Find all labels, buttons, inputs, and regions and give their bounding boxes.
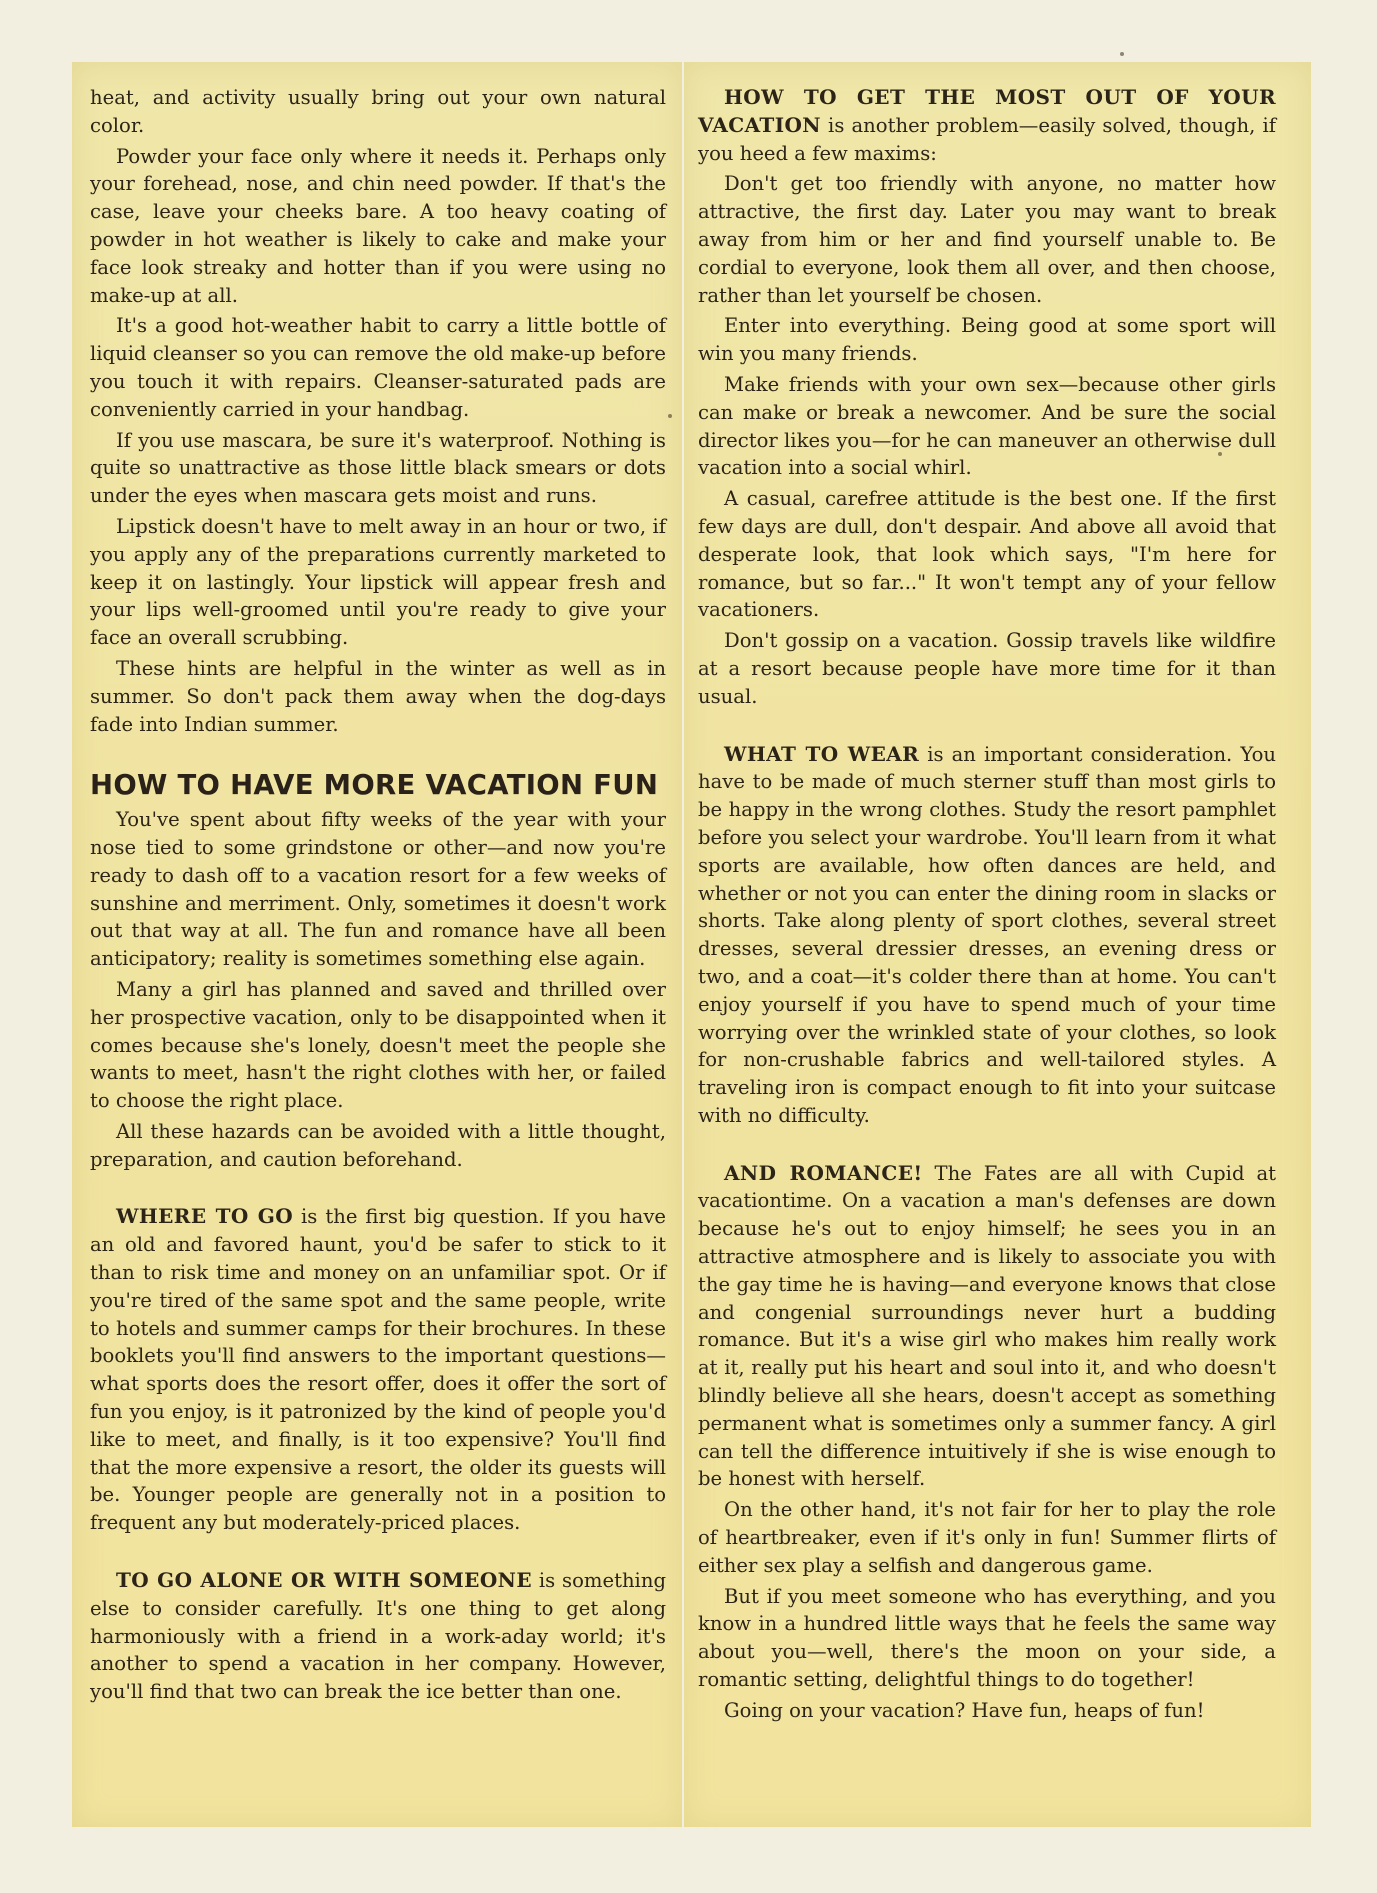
paragraph: All these hazards can be avoided with a little thought, preparation, and caution beforehand. — [90, 1119, 666, 1171]
alone-lead: TO GO ALONE OR WITH SOMEONE — [116, 1568, 532, 1593]
paragraph: It's a good hot-weather habit to carry a little bottle of liquid cleanser so you can remove the old make-up before you touch it with repairs. Cleanser-saturated pads are conveniently carried in your handbag. — [90, 314, 666, 421]
what-to-wear-lead: WHAT TO WEAR — [724, 741, 920, 766]
paragraph: Going on your vacation? Have fun, heaps of fun! — [724, 1698, 1205, 1722]
paragraph: Lipstick doesn't have to melt away in an hour or two, if you apply any of the preparations currently marketed to keep it on lastingly. Your lipstick will appear fresh and your lips well-groomed until you're ready to give your face an overall scrubbing. — [90, 514, 666, 650]
paragraph-most-out-of-vacation — [698, 84, 1276, 167]
where-to-go-text: is the first big question. If you have an old and favored haunt, you'd be safer to stick to it than to risk time and money on an unfamiliar spot. Or if you're tired of the same spot and the same people, write to hotels and summer camps for their brochures. In these booklets you'll find answers to the important questions—what sports does the resort offer, does it offer the sort of fun you enjoy, is it patronized by the kind of people you'd like to meet, and finally, is it too expensive? You'll find that the more expensive a resort, the older its guests will be. Younger people are generally not in a position to frequent any but moderately-priced places. — [90, 1205, 666, 1535]
paragraph: But if you meet someone who has everything, and you know in a hundred little ways that he feels the same way about you—well, there's the moon on your side, a romantic setting, delightful things to do together! — [698, 1584, 1276, 1692]
paragraph: heat, and activity usually bring out your own natural color. — [90, 86, 666, 137]
paragraph: Powder your face only where it needs it. Perhaps only your forehead, nose, and chin need powder. If that's the case, leave your cheeks bare. A too heavy coating of powder in hot weather is likely to cake and make your face look streaky and hotter than if you were using no make-up at all. — [90, 144, 666, 307]
paragraph: You've spent about fifty weeks of the year with your nose tied to some grindstone or other—and now you're ready to dash off to a vacation resort for a few weeks of sunshine and merriment. Only, sometimes it doesn't work out that way at all. The fun and romance have all been anticipatory; reality is sometimes something else again. — [90, 808, 666, 971]
print-speck — [1120, 52, 1124, 56]
paragraph: A casual, carefree attitude is the best one. If the first few days are dull, don't despair. And above all avoid that desperate look, that look which says, "I'm here for romance, but so far..." It won't tempt any of your fellow vacationers. — [698, 487, 1276, 622]
where-to-go-lead: WHERE TO GO — [116, 1204, 294, 1229]
paragraph: If you use mascara, be sure it's waterproof. Nothing is quite so unattractive as those little black smears or dots under the eyes when mascara gets moist and runs. — [90, 428, 666, 508]
paragraph: These hints are helpful in the winter as well as in summer. So don't pack them away when the dog-days fade into Indian summer. — [90, 656, 666, 736]
paragraph: Don't get too friendly with anyone, no matter how attractive, the first day. Later you may want to break away from him or her and find yourself unable to. Be cordial to everyone, look them all over, and then choose, rather than let yourself be chosen. — [698, 172, 1276, 307]
most-out-text: is another problem—easily solved, though, if you heed a few maxims: — [698, 113, 1276, 165]
left-column — [90, 84, 666, 1709]
paragraph-where-to-go — [90, 1203, 666, 1537]
and-romance-lead: AND ROMANCE! — [724, 1160, 923, 1185]
alone-text: is something else to consider carefully. It's one thing to get along harmoniously with a friend in a work-aday world; it's another to spend a vacation in her company. However, you'll find that two can break the ice better than one. — [90, 1569, 666, 1704]
paragraph: Make friends with your own sex—because other girls can make or break a newcomer. And be sure the social director likes you—for he can maneuver an otherwise dull vacation into a social whirl. — [698, 372, 1276, 480]
right-column — [698, 84, 1276, 1728]
and-romance-text: The Fates are all with Cupid at vacationtime. On a vacation a man's defenses are down because he's out to enjoy himself; he sees you in an attractive atmosphere and is likely to associate you with the gay time he is having—and everyone knows that close and congenial surroundings never hurt a budding romance. But it's a wise girl who makes him really work at it, really put his heart and soul into it, and who doesn't blindly believe all she hears, doesn't accept as something permanent what is sometimes only a summer fancy. A girl can tell the difference intuitively if she is wise enough to be honest with herself. — [698, 1161, 1277, 1491]
paragraph-what-to-wear — [698, 741, 1276, 1130]
paragraph: Many a girl has planned and saved and thrilled over her prospective vacation, only to be disappointed when it comes because she's lonely, doesn't meet the people she wants to meet, hasn't the right clothes with her, or failed to choose the right place. — [90, 977, 666, 1113]
paragraph-alone-or-with-someone — [90, 1567, 666, 1706]
section-heading: HOW TO HAVE MORE VACATION FUN — [90, 769, 659, 802]
print-speck — [1218, 452, 1222, 456]
most-out-lead: HOW TO GET THE MOST OUT OF YOUR VACATION — [698, 85, 1276, 137]
paragraph: Don't gossip on a vacation. Gossip travels like wildfire at a resort because people have more time for it than usual. — [698, 629, 1276, 708]
paragraph: On the other hand, it's not fair for her to play the role of heartbreaker, even if it's only in fun! Summer flirts of either sex play a selfish and dangerous game. — [698, 1498, 1276, 1577]
what-to-wear-text: is an important consideration. You have to be made of much sterner stuff than most girls to be happy in the wrong clothes. Study the resort pamphlet before you select your wardrobe. You'll learn from it what sports are available, how often dances are held, and whether or not you can enter the dining room in slacks or shorts. Take along plenty of sport clothes, several street dresses, several dressier dresses, an evening dress or two, and a coat—it's colder there than at home. You can't enjoy yourself if you have to spend much of your time worrying over the wrinkled state of your clothes, so look for non-crushable fabrics and well-tailored styles. A traveling iron is compact enough to fit into your suitcase with no difficulty. — [698, 742, 1276, 1127]
paragraph-and-romance — [698, 1160, 1276, 1494]
paragraph: Enter into everything. Being good at some sport will win you many friends. — [698, 314, 1276, 366]
print-speck — [668, 414, 672, 418]
